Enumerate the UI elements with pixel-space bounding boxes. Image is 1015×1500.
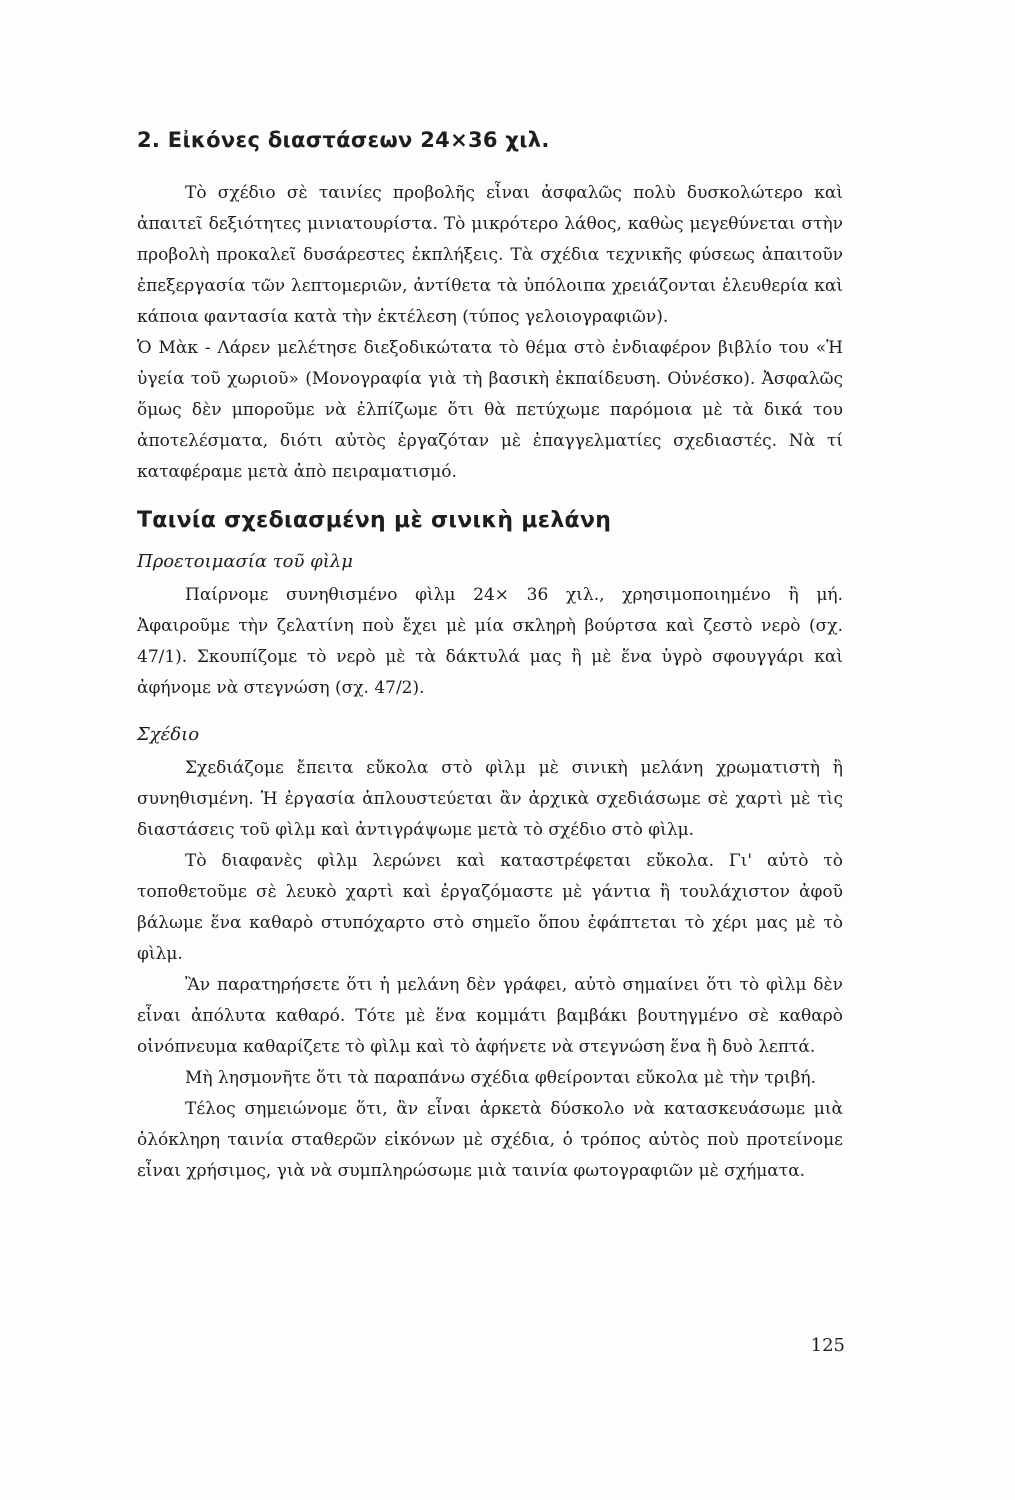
- spacer: [137, 704, 843, 718]
- paragraph: Μὴ λησμονῆτε ὅτι τὰ παραπάνω σχέδια φθείρονται εὔκολα μὲ τὴν τριβή.: [185, 1068, 817, 1088]
- page-content: [137, 128, 843, 1187]
- page-number: 125: [810, 1335, 845, 1356]
- paragraph: Σχεδιάζομε ἔπειτα εὔκολα στὸ φὶλμ μὲ σινικὴ μελάνη χρωματιστὴ ἢ συνηθισμένη. Ἡ ἐργασία ἁπλουστεύεται ἂν ἀρχικὰ σχεδιάσωμε σὲ χαρτὶ μὲ τὶς διαστάσεις τοῦ φὶλμ καὶ ἀντιγράψωμε μετὰ τὸ σχέδιο στὸ φὶλμ.: [137, 758, 843, 840]
- paragraph: Ὁ Μὰκ - Λάρεν μελέτησε διεξοδικώτατα τὸ θέμα στὸ ἐνδιαφέρον βιβλίο του «Ἡ ὑγεία τοῦ χωριοῦ» (Μονογραφία γιὰ τὴ βασικὴ ἐκπαίδευση. Οὐνέσκο). Ἀσφαλῶς ὅμως δὲν μποροῦμε νὰ ἐλπίζωμε ὅτι θὰ πετύχωμε παρόμοια μὲ τὰ δικά του ἀποτελέσματα, διότι αὐτὸς ἐργαζόταν μὲ ἐπαγγελματίες σχεδιαστές. Νὰ τί καταφέραμε μετὰ ἀπὸ πειραματισμό.: [137, 338, 843, 482]
- paragraph: Ἂν παρατηρήσετε ὅτι ἡ μελάνη δὲν γράφει, αὐτὸ σημαίνει ὅτι τὸ φὶλμ δὲν εἶναι ἀπόλυτα καθαρό. Τότε μὲ ἕνα κομμάτι βαμβάκι βουτηγμένο σὲ καθαρὸ οἰνόπνευμα καθαρίζετε τὸ φὶλμ καὶ τὸ ἀφήνετε νὰ στεγνώση ἕνα ἢ δυὸ λεπτά.: [137, 975, 843, 1057]
- paragraph: Παίρνομε συνηθισμένο φὶλμ 24× 36 χιλ., χρησιμοποιημένο ἢ μή. Ἀφαιροῦμε τὴν ζελατίνη ποὺ ἔχει μὲ μία σκληρὴ βούρτσα καὶ ζεστὸ νερὸ (σχ. 47/1). Σκουπίζομε τὸ νερὸ μὲ τὰ δάκτυλά μας ἢ μὲ ἕνα ὑγρὸ σφουγγάρι καὶ ἀφήνομε νὰ στεγνώση (σχ. 47/2).: [137, 585, 843, 698]
- paragraph: Τὸ διαφανὲς φὶλμ λερώνει καὶ καταστρέφεται εὔκολα. Γι' αὐτὸ τὸ τοποθετοῦμε σὲ λευκὸ χαρτὶ καὶ ἐργαζόμαστε μὲ γάντια ἢ τουλάχιστον ἀφοῦ βάλωμε ἕνα καθαρὸ στυπόχαρτο στὸ σημεῖο ὅπου ἐφάπτεται τὸ χέρι μας μὲ τὸ φὶλμ.: [137, 851, 843, 964]
- section-heading: 2. Εἰκόνες διαστάσεων 24×36 χιλ.: [137, 128, 550, 152]
- subsection-heading: Ταινία σχεδιασμένη μὲ σινικὴ μελάνη: [137, 508, 612, 533]
- paragraph: Τὸ σχέδιο σὲ ταινίες προβολῆς εἶναι ἀσφαλῶς πολὺ δυσκολώτερο καὶ ἀπαιτεῖ δεξιότητες μινιατουρίστα. Τὸ μικρότερο λάθος, καθὼς μεγεθύνεται στὴν προβολὴ προκαλεῖ δυσάρεστες ἐκπλήξεις. Τὰ σχέδια τεχνικῆς φύσεως ἀπαιτοῦν ἐπεξεργασία τῶν λεπτομεριῶν, ἀντίθετα τὰ ὑπόλοιπα χρειάζονται ἐλευθερία καὶ κάποια φαντασία κατὰ τὴν ἐκτέλεση (τύπος γελοιογραφιῶν).: [137, 183, 843, 327]
- paragraph: Τέλος σημειώνομε ὅτι, ἂν εἶναι ἀρκετὰ δύσκολο νὰ κατασκευάσωμε μιὰ ὁλόκληρη ταινία σταθερῶν εἰκόνων μὲ σχέδια, ὁ τρόπος αὐτὸς ποὺ προτείνομε εἶναι χρήσιμος, γιὰ νὰ συμπληρώσωμε μιὰ ταινία φωτογραφιῶν μὲ σχήματα.: [137, 1099, 843, 1181]
- prep-heading: Προετοιμασία τοῦ φὶλμ: [137, 551, 353, 572]
- sketch-heading: Σχέδιο: [137, 724, 200, 745]
